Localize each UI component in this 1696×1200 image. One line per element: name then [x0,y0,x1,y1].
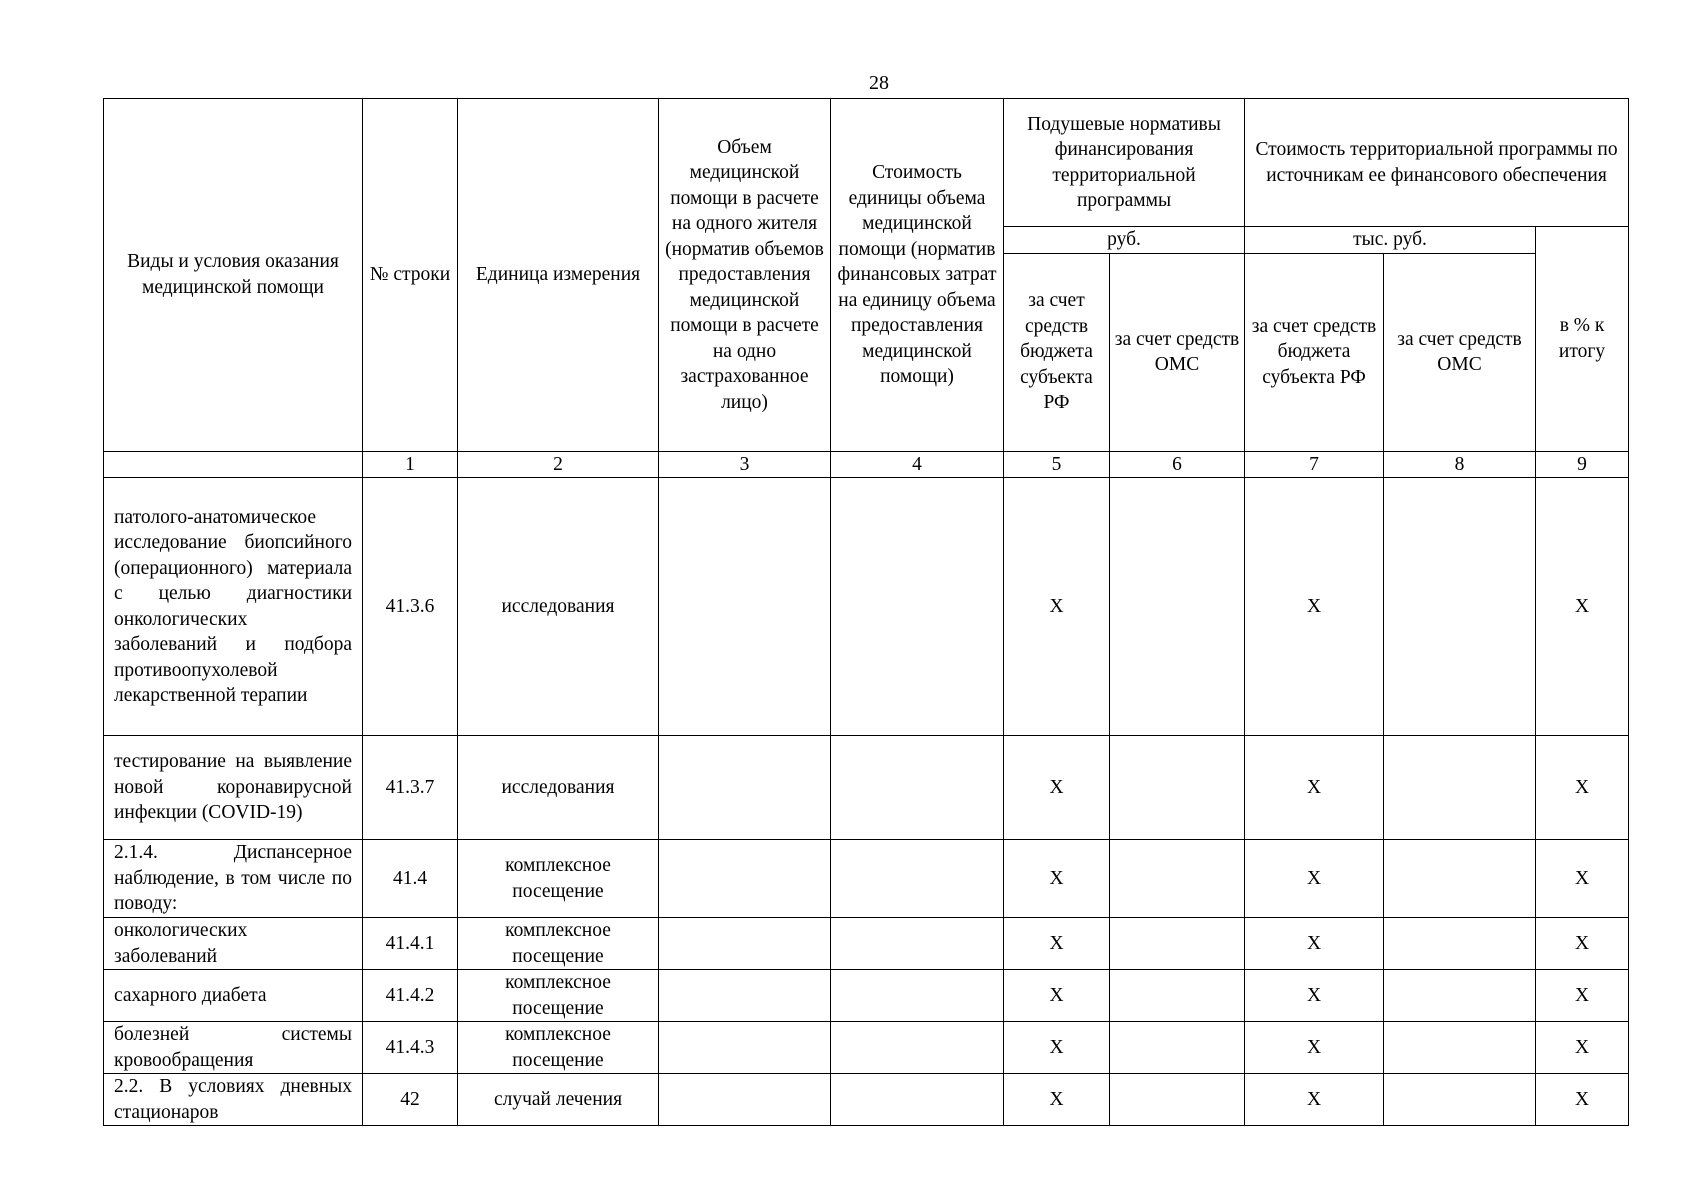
header-unit-tys-rub: тыс. руб. [1245,227,1536,254]
row-col7: X [1245,918,1384,970]
row-col7: X [1245,478,1384,736]
table-row [104,840,1629,918]
col-number-cell: 4 [831,451,1004,478]
row-col5: X [1004,1022,1110,1074]
row-col8 [1384,1074,1536,1126]
table-row [104,1074,1629,1126]
row-col3 [659,840,831,918]
row-name: сахарного диабета [104,970,363,1022]
row-number: 41.3.6 [363,478,458,736]
row-col8 [1384,918,1536,970]
row-col8 [1384,970,1536,1022]
row-number: 41.4.3 [363,1022,458,1074]
row-col7: X [1245,970,1384,1022]
header-edinica: Единица измерения [458,99,659,452]
row-number: 41.4.2 [363,970,458,1022]
row-col8 [1384,736,1536,840]
row-unit: случай лечения [458,1074,659,1126]
row-number: 41.4.1 [363,918,458,970]
header-col7: за счет средств бюджета субъекта РФ [1245,253,1384,451]
header-col6: за счет средств ОМС [1110,253,1245,451]
row-col5: X [1004,1074,1110,1126]
row-unit: исследования [458,736,659,840]
header-unit-rub: руб. [1004,227,1245,254]
row-col6 [1110,918,1245,970]
row-name: 2.2. В условиях дневных стационаров [104,1074,363,1126]
header-group-stoimost-tp: Стоимость территориальной программы по источникам ее финансового обеспечения [1245,99,1629,227]
row-number: 42 [363,1074,458,1126]
header-nomer: № строки [363,99,458,452]
row-col4 [831,918,1004,970]
row-col6 [1110,840,1245,918]
row-col6 [1110,1022,1245,1074]
row-unit: исследования [458,478,659,736]
row-number: 41.3.7 [363,736,458,840]
row-unit: комплексное посещение [458,918,659,970]
row-col4 [831,1022,1004,1074]
row-col9: X [1536,1074,1629,1126]
row-col7: X [1245,736,1384,840]
row-col3 [659,1074,831,1126]
table-row [104,736,1629,840]
row-unit: комплексное посещение [458,840,659,918]
row-col3 [659,1022,831,1074]
header-vid: Виды и условия оказания медицинской помощи [104,99,363,452]
table-row [104,1022,1629,1074]
header-obem: Объем медицинской помощи в расчете на одного жителя (норматив объемов предоставления медицинской помощи в расчете на одно застрахованное лицо) [659,99,831,452]
row-col9: X [1536,1022,1629,1074]
row-col9: X [1536,478,1629,736]
row-name: 2.1.4. Диспансерное наблюдение, в том числе по поводу: [104,840,363,918]
table-row [104,918,1629,970]
row-col4 [831,478,1004,736]
financing-table [103,98,1629,1126]
header-row-1 [104,99,1629,227]
col-number-cell [104,451,363,478]
row-name: тестирование на выявление новой коронавирусной инфекции (COVID-19) [104,736,363,840]
row-unit: комплексное посещение [458,1022,659,1074]
col-number-cell: 9 [1536,451,1629,478]
row-col9: X [1536,840,1629,918]
row-col6 [1110,478,1245,736]
header-group-podushevye: Подушевые нормативы финансирования территориальной программы [1004,99,1245,227]
row-name: онкологических заболеваний [104,918,363,970]
row-col7: X [1245,1074,1384,1126]
row-col5: X [1004,478,1110,736]
row-col8 [1384,478,1536,736]
row-col4 [831,840,1004,918]
row-col5: X [1004,918,1110,970]
col-number-cell: 3 [659,451,831,478]
row-col4 [831,1074,1004,1126]
row-col7: X [1245,1022,1384,1074]
row-col7: X [1245,840,1384,918]
row-number: 41.4 [363,840,458,918]
row-col5: X [1004,736,1110,840]
row-col6 [1110,736,1245,840]
header-col9: в % к итогу [1536,227,1629,452]
row-col3 [659,918,831,970]
table-row [104,478,1629,736]
row-col3 [659,970,831,1022]
col-number-cell: 2 [458,451,659,478]
row-col3 [659,478,831,736]
row-name: патолого-анатомическое исследование биопсийного (операционного) материала с целью диагностики онкологических заболеваний и подбора противоопухолевой лекарственной терапии [104,478,363,736]
header-col8: за счет средств ОМС [1384,253,1536,451]
column-numbers-row [104,451,1629,478]
col-number-cell: 1 [363,451,458,478]
row-col4 [831,970,1004,1022]
row-col9: X [1536,970,1629,1022]
col-number-cell: 5 [1004,451,1110,478]
row-col9: X [1536,918,1629,970]
row-col3 [659,736,831,840]
row-col8 [1384,840,1536,918]
row-col5: X [1004,840,1110,918]
page-number: 28 [869,72,889,94]
col-number-cell: 6 [1110,451,1245,478]
row-col8 [1384,1022,1536,1074]
col-number-cell: 7 [1245,451,1384,478]
col-number-cell: 8 [1384,451,1536,478]
row-col6 [1110,1074,1245,1126]
table-row [104,970,1629,1022]
row-col9: X [1536,736,1629,840]
row-unit: комплексное посещение [458,970,659,1022]
row-col5: X [1004,970,1110,1022]
row-col4 [831,736,1004,840]
row-name: болезней системы кровообращения [104,1022,363,1074]
row-col6 [1110,970,1245,1022]
header-stoimost: Стоимость единицы объема медицинской помощи (норматив финансовых затрат на единицу объема предоставления медицинской помощи) [831,99,1004,452]
header-col5: за счет средств бюджета субъекта РФ [1004,253,1110,451]
